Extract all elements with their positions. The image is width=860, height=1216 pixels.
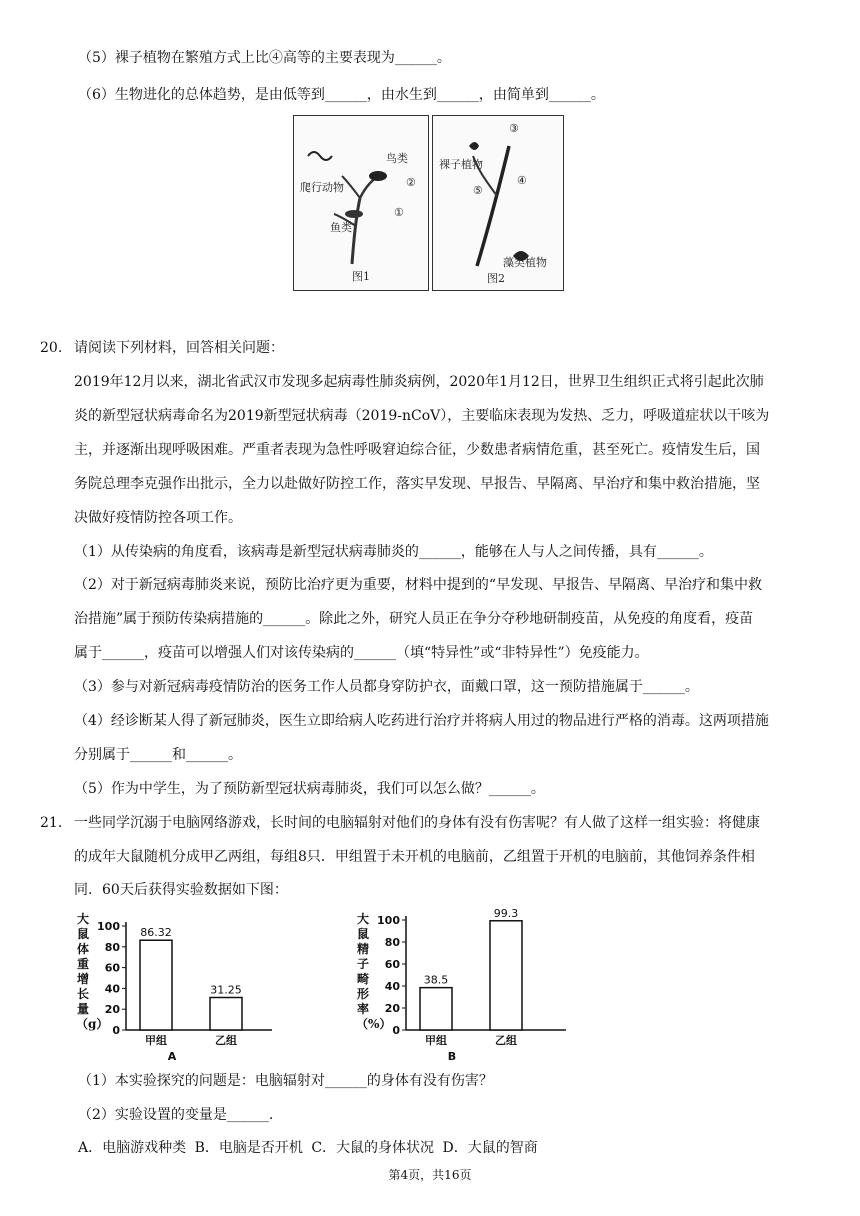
chart-y-tick-label: 40	[384, 980, 400, 993]
chart-category-label: 乙组	[495, 1034, 517, 1047]
chart-y-tick-label: 80	[104, 940, 120, 954]
q19-sub5: （5）裸子植物在繁殖方式上比④高等的主要表现为______。	[78, 50, 451, 66]
chart-b-ylabel: 大鼠精子畸形率（%）	[356, 912, 392, 1031]
q21-sub1: （1）本实验探究的问题是：电脑辐射对______的身体有没有伤害？	[78, 1073, 493, 1089]
chart-y-tick-label: 20	[384, 1002, 400, 1015]
option-a[interactable]: A．电脑游戏种类	[78, 1140, 187, 1156]
fig2-algae-label: 藻类植物	[503, 256, 547, 269]
chart-bar	[420, 988, 452, 1030]
fig2-marker-5: ⑤	[473, 184, 483, 197]
q20-sub4-line2: 分别属于______和______。	[74, 747, 242, 763]
chart-data-label: 86.32	[140, 926, 172, 940]
figure-1-evolution-tree-animals	[293, 115, 429, 291]
chart-y-tick-label: 60	[104, 961, 120, 975]
fig1-marker-1: ①	[394, 206, 404, 219]
chart-panel-label: A	[167, 1050, 177, 1062]
q20-sub3: （3）参与对新冠病毒疫情防治的医务工作人员都身穿防护衣，面戴口罩，这一预防措施属于______。	[74, 679, 699, 695]
chart-y-tick-label: 80	[384, 936, 400, 949]
fig2-gymnosperm-label: 裸子植物	[439, 158, 483, 171]
chart-category-label: 甲组	[145, 1034, 167, 1047]
q20-para-line5: 决做好疫情防控各项工作。	[74, 510, 242, 526]
chart-bar	[490, 921, 522, 1030]
q20-para-line4: 务院总理李克强作出批示，全力以赴做好防控工作，落实早发现、早报告、早隔离、早治疗和集中救治措施，坚	[74, 476, 760, 492]
chart-y-tick-label: 60	[384, 958, 400, 971]
q20-para-line2: 炎的新型冠状病毒命名为2019新型冠状病毒（2019-nCoV），主要临床表现为发热、乏力，呼吸道症状以干咳为	[74, 408, 770, 424]
q21-options	[78, 1138, 542, 1158]
chart-a-body-weight-gain	[94, 908, 284, 1062]
chart-panel-label: B	[447, 1050, 457, 1062]
chart-y-tick-label: 100	[377, 914, 400, 927]
fig1-bird-label: 鸟类	[386, 152, 408, 165]
q20-para-line1: 2019年12月以来，湖北省武汉市发现多起病毒性肺炎病例，2020年1月12日，世界卫生组织正式将引起此次肺	[74, 374, 764, 390]
q20-number: 20.	[40, 340, 63, 356]
q19-sub6: （6）生物进化的总体趋势，是由低等到______，由水生到______，由简单到______。	[78, 87, 605, 103]
chart-y-tick-label: 100	[97, 920, 120, 933]
chart-y-tick-label: 0	[112, 1024, 120, 1037]
q20-sub2-line3: 属于______，疫苗可以增强人们对该传染病的______（填“特异性”或“非特异性”）免疫能力。	[74, 645, 649, 661]
fig2-marker-3: ③	[509, 122, 519, 135]
option-b[interactable]: B．电脑是否开机	[194, 1140, 303, 1156]
chart-y-tick-label: 0	[392, 1024, 400, 1037]
q20-sub4-line1: （4）经诊断某人得了新冠肺炎，医生立即给病人吃药进行治疗并将病人用过的物品进行严格的消毒。这两项措施	[74, 713, 769, 729]
chart-data-label: 99.3	[493, 906, 519, 920]
q20-sub2-line2: 治措施”属于预防传染病措施的______。除此之外，研究人员正在争分夺秒地研制疫苗，从免疫的角度看，疫苗	[74, 611, 754, 627]
chart-bar	[210, 998, 242, 1031]
q21-sub2: （2）实验设置的变量是______.	[78, 1107, 274, 1123]
chart-data-label: 38.5	[423, 973, 449, 987]
fig1-fish-label: 鱼类	[330, 221, 352, 234]
q21-stem-line3: 同．60天后获得实验数据如下图：	[74, 882, 288, 898]
q20-sub1: （1）从传染病的角度看，该病毒是新型冠状病毒肺炎的______，能够在人与人之间传播，具有______。	[74, 544, 713, 560]
option-d[interactable]: D．大鼠的智商	[442, 1140, 538, 1156]
chart-b-sperm-deformity-rate	[372, 902, 572, 1062]
q21-stem-line1: 一些同学沉溺于电脑网络游戏，长时间的电脑辐射对他们的身体有没有伤害呢？有人做了这样一组实验：将健康	[74, 815, 760, 831]
q20-para-line3: 主，并逐渐出现呼吸困难。严重者表现为急性呼吸窘迫综合征，少数患者病情危重，甚至死亡。疫情发生后，国	[74, 442, 760, 458]
q20-sub5: （5）作为中学生，为了预防新型冠状病毒肺炎，我们可以怎么做？______。	[74, 781, 545, 797]
q20-sub2-line1: （2）对于新冠病毒肺炎来说，预防比治疗更为重要，材料中提到的“早发现、早报告、早隔离、早治疗和集中救	[74, 577, 763, 593]
fig2-caption: 图2	[487, 272, 505, 285]
fig1-reptile-label: 爬行动物	[300, 181, 344, 194]
fig1-marker-2: ②	[406, 176, 416, 189]
option-c[interactable]: C．大鼠的身体状况	[311, 1140, 435, 1156]
chart-category-label: 甲组	[425, 1034, 447, 1047]
page-footer: 第4页，共16页	[388, 1168, 472, 1182]
q21-number: 21.	[40, 815, 63, 831]
figure-2-evolution-tree-plants	[432, 115, 564, 291]
chart-category-label: 乙组	[215, 1034, 237, 1047]
chart-y-tick-label: 20	[104, 1003, 120, 1017]
fig1-caption: 图1	[352, 270, 370, 283]
fig2-marker-4: ④	[517, 174, 527, 187]
q21-stem-line2: 的成年大鼠随机分成甲乙两组，每组8只．甲组置于未开机的电脑前，乙组置于开机的电脑前，其他饲养条件相	[74, 849, 755, 865]
chart-a-ylabel: 大鼠体重增长量（g）	[76, 912, 109, 1031]
q20-stem: 请阅读下列材料，回答相关问题：	[74, 340, 284, 356]
chart-y-tick-label: 40	[104, 982, 120, 996]
chart-data-label: 31.25	[210, 983, 242, 997]
chart-bar	[140, 940, 172, 1030]
